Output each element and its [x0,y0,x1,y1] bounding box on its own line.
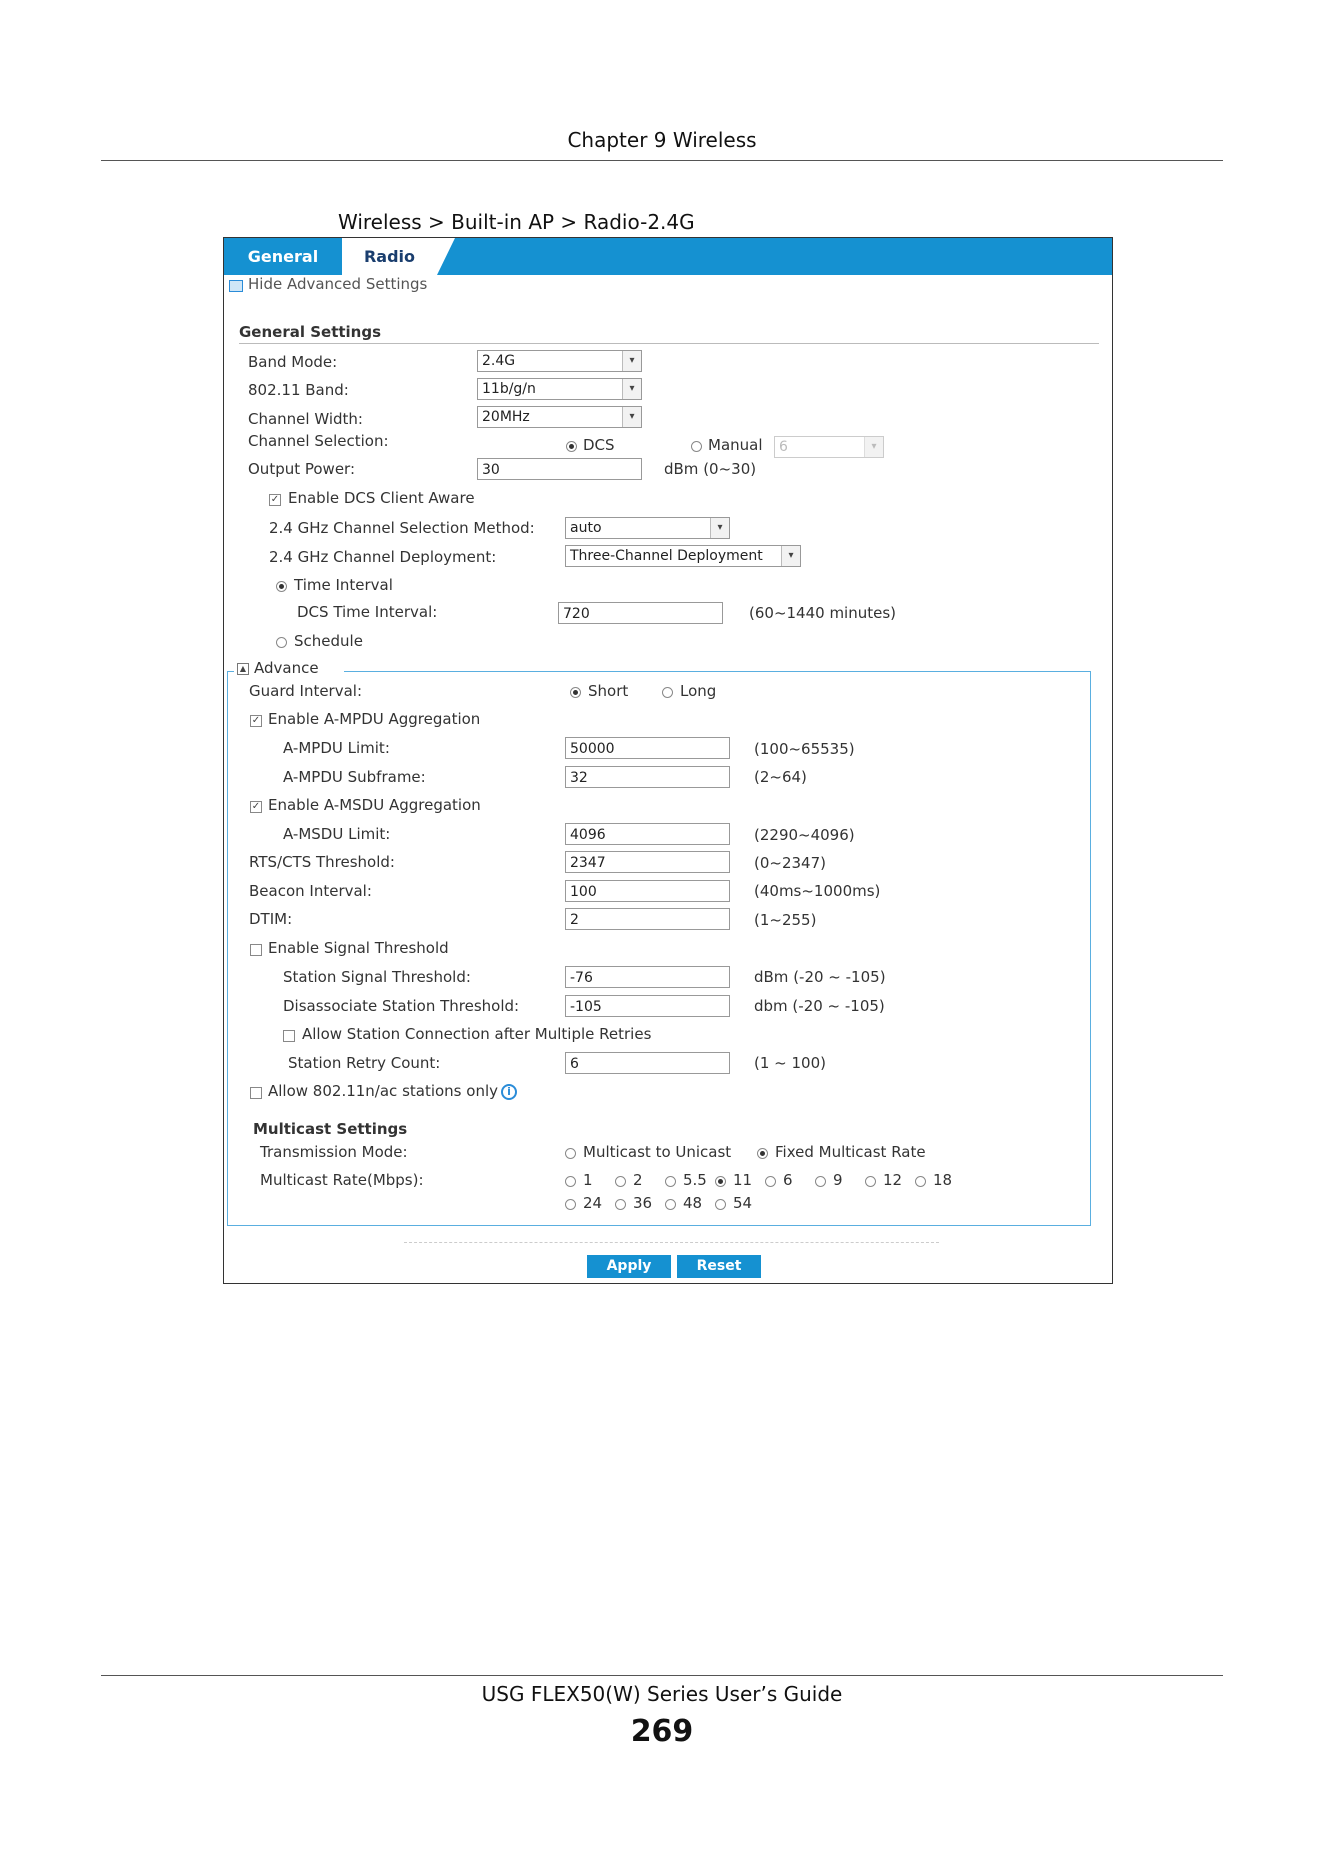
multicast-rate-option: 1 [583,1171,593,1189]
ampdu-limit-label: A-MPDU Limit: [283,739,390,757]
retry-count-label: Station Retry Count: [288,1054,441,1072]
rts-cts-input[interactable]: 2347 [565,851,730,873]
dcs-time-interval-unit: (60~1440 minutes) [749,604,897,622]
tab-general[interactable]: General [247,247,319,266]
multicast-rate-radio[interactable] [715,1199,726,1210]
manual-channel-value: 6 [779,439,788,455]
multicast-rate-option: 5.5 [683,1171,707,1189]
amsdu-limit-input[interactable]: 4096 [565,823,730,845]
output-power-unit: dBm (0~30) [664,460,757,478]
guard-interval-short-radio[interactable] [570,687,581,698]
multicast-rate-radio[interactable] [615,1199,626,1210]
only-80211nac-checkbox[interactable] [250,1087,262,1099]
info-icon[interactable]: i [501,1084,517,1100]
tab-radio[interactable]: Radio [342,238,437,275]
multicast-rate-radio[interactable] [865,1176,876,1187]
channel-width-select[interactable] [477,406,642,428]
ampdu-subframe-input[interactable]: 32 [565,766,730,788]
schedule-radio[interactable] [276,637,287,648]
amsdu-limit-range: (2290~4096) [754,826,855,844]
ampdu-aggregation-label: Enable A-MPDU Aggregation [268,710,481,728]
allow-retries-label: Allow Station Connection after Multiple Retries [302,1025,652,1043]
signal-threshold-checkbox[interactable] [250,944,262,956]
ampdu-limit-input[interactable]: 50000 [565,737,730,759]
multicast-rate-option: 2 [633,1171,643,1189]
guard-interval-short-label: Short [588,682,629,700]
disassociate-label: Disassociate Station Threshold: [283,997,520,1015]
multicast-rate-option: 6 [783,1171,793,1189]
rts-cts-range: (0~2347) [754,854,826,872]
channel-width-label: Channel Width: [248,410,363,428]
beacon-interval-range: (40ms~1000ms) [754,882,881,900]
band-mode-select[interactable] [477,350,642,372]
multicast-rate-label: Multicast Rate(Mbps): [260,1171,424,1189]
multicast-rate-radio[interactable] [765,1176,776,1187]
amsdu-aggregation-label: Enable A-MSDU Aggregation [268,796,481,814]
schedule-label: Schedule [294,632,363,650]
transmission-mode-label: Transmission Mode: [260,1143,408,1161]
header-rule [101,160,1223,161]
band-80211-value: 11b/g/n [482,381,536,397]
disassociate-input[interactable]: -105 [565,995,730,1017]
multicast-rate-radio[interactable] [565,1176,576,1187]
channel-selection-label: Channel Selection: [248,432,389,450]
multicast-rate-option: 12 [883,1171,903,1189]
channel-deployment-label: 2.4 GHz Channel Deployment: [269,548,497,566]
fixed-multicast-rate-label: Fixed Multicast Rate [775,1143,926,1161]
channel-selection-dcs-radio[interactable] [566,441,577,452]
multicast-rate-option: 48 [683,1194,703,1212]
multicast-rate-radio[interactable] [915,1176,926,1187]
guard-interval-label: Guard Interval: [249,682,363,700]
multicast-rate-option: 36 [633,1194,653,1212]
hide-advanced-link[interactable]: Hide Advanced Settings [248,275,428,293]
reset-button[interactable]: Reset [677,1255,761,1278]
multicast-to-unicast-label: Multicast to Unicast [583,1143,732,1161]
channel-selection-manual-radio[interactable] [691,441,702,452]
guide-title: USG FLEX50(W) Series User’s Guide [481,1682,843,1706]
dcs-time-interval-input[interactable]: 720 [558,602,723,624]
dcs-client-aware-label: Enable DCS Client Aware [288,489,475,507]
multicast-rate-radio[interactable] [715,1176,726,1187]
channel-selection-dcs-label: DCS [583,436,615,454]
radio-settings-panel [223,237,1113,1284]
dtim-label: DTIM: [249,910,293,928]
chapter-header: Chapter 9 Wireless [567,128,757,152]
amsdu-aggregation-checkbox[interactable]: ✓ [251,801,261,812]
ampdu-aggregation-checkbox[interactable]: ✓ [251,715,261,726]
time-interval-radio[interactable] [276,581,287,592]
band-mode-label: Band Mode: [248,353,338,371]
station-signal-range: dBm (-20 ~ -105) [754,968,886,986]
chevron-down-icon: ▾ [864,437,883,457]
multicast-rate-radio[interactable] [815,1176,826,1187]
ampdu-limit-range: (100~65535) [754,740,855,758]
dcs-time-interval-label: DCS Time Interval: [297,603,438,621]
dtim-input[interactable]: 2 [565,908,730,930]
amsdu-limit-label: A-MSDU Limit: [283,825,391,843]
general-settings-title: General Settings [239,323,382,341]
output-power-input[interactable]: 30 [477,458,642,480]
general-settings-divider [239,343,1099,344]
guard-interval-long-label: Long [680,682,717,700]
dtim-range: (1~255) [754,911,817,929]
only-80211nac-label: Allow 802.11n/ac stations only [268,1082,498,1100]
multicast-to-unicast-radio[interactable] [565,1148,576,1159]
multicast-rate-radio[interactable] [665,1199,676,1210]
dcs-client-aware-checkbox[interactable]: ✓ [270,494,280,505]
multicast-rate-option: 18 [933,1171,953,1189]
collapse-icon[interactable]: ▲ [237,663,249,675]
retry-count-input[interactable]: 6 [565,1052,730,1074]
multicast-rate-option: 9 [833,1171,843,1189]
band-mode-value: 2.4G [482,353,516,369]
band-80211-label: 802.11 Band: [248,381,349,399]
chevron-down-icon: ▾ [622,407,641,427]
fixed-multicast-rate-radio[interactable] [757,1148,768,1159]
channel-selection-manual-label: Manual [708,436,763,454]
allow-retries-checkbox[interactable] [283,1030,295,1042]
apply-button[interactable]: Apply [587,1255,671,1278]
beacon-interval-label: Beacon Interval: [249,882,372,900]
tab-radio-corner [437,238,455,275]
multicast-rate-radio[interactable] [615,1176,626,1187]
multicast-rate-option: 54 [733,1194,753,1212]
button-divider [404,1242,939,1243]
band-80211-select[interactable] [477,378,642,400]
ampdu-subframe-range: (2~64) [754,768,807,786]
signal-threshold-label: Enable Signal Threshold [268,939,449,957]
disassociate-range: dbm (-20 ~ -105) [754,997,885,1015]
retry-count-range: (1 ~ 100) [754,1054,826,1072]
multicast-rate-radio[interactable] [565,1199,576,1210]
guard-interval-long-radio[interactable] [662,687,673,698]
footer-rule [101,1675,1223,1676]
time-interval-label: Time Interval [294,576,393,594]
station-signal-label: Station Signal Threshold: [283,968,471,986]
multicast-rate-option: 24 [583,1194,603,1212]
advance-title: Advance [254,659,319,677]
hide-advanced-icon[interactable] [229,280,243,292]
manual-channel-select[interactable] [774,436,884,458]
chevron-down-icon: ▾ [710,518,729,538]
output-power-label: Output Power: [248,460,356,478]
multicast-rate-option: 11 [733,1171,753,1189]
channel-deployment-value: Three-Channel Deployment [570,548,763,564]
channel-deployment-select[interactable] [565,545,801,567]
ampdu-subframe-label: A-MPDU Subframe: [283,768,426,786]
multicast-settings-title: Multicast Settings [253,1120,408,1138]
beacon-interval-input[interactable]: 100 [565,880,730,902]
channel-selection-method-select[interactable] [565,517,730,539]
breadcrumb: Wireless > Built-in AP > Radio-2.4G [338,210,695,234]
chevron-down-icon: ▾ [622,379,641,399]
station-signal-input[interactable]: -76 [565,966,730,988]
page-number: 269 [630,1714,694,1749]
chevron-down-icon: ▾ [622,351,641,371]
channel-selection-method-label: 2.4 GHz Channel Selection Method: [269,519,535,537]
channel-width-value: 20MHz [482,409,530,425]
channel-selection-method-value: auto [570,520,602,536]
chevron-down-icon: ▾ [781,546,800,566]
multicast-rate-radio[interactable] [665,1176,676,1187]
rts-cts-label: RTS/CTS Threshold: [249,853,395,871]
